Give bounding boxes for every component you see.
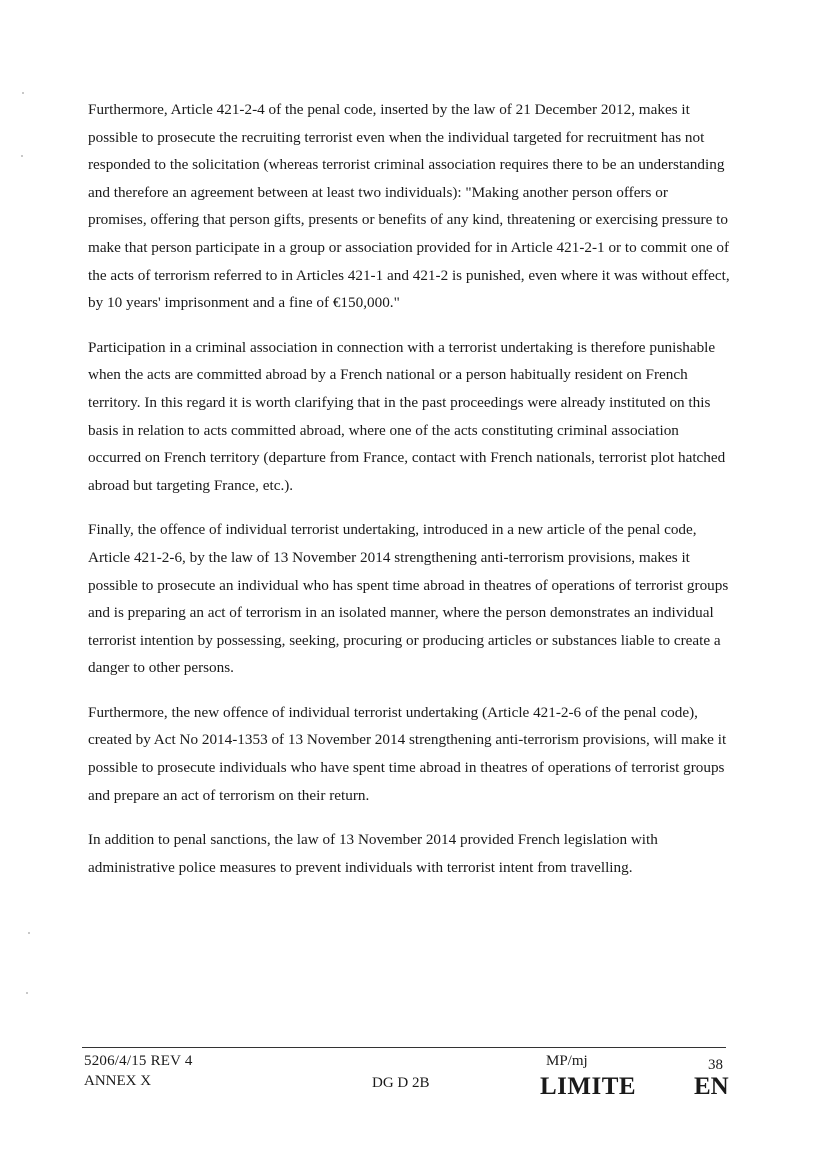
paragraph: Participation in a criminal association in connection with a terrorist undertaking is therefore punishable when the acts are committed abroad by a French national or a person habitually resident on French territory. In this regard it is worth clarifying that in the past proceedings were already instituted on this basis in relation to acts committed abroad, where one of the acts constituting criminal association occurred on French territory (departure from France, contact with French nationals, terrorist plot hatched abroad but targeting France, etc.).	[88, 338, 726, 494]
annex-label: ANNEX X	[84, 1073, 152, 1089]
page-footer	[82, 1047, 728, 1107]
body-text	[88, 96, 730, 898]
author-initials: MP/mj	[546, 1053, 588, 1069]
directorate-code: DG D 2B	[372, 1075, 430, 1091]
classification-marking: LIMITE	[540, 1073, 637, 1100]
paragraph: Finally, the offence of individual terrorist undertaking, introduced in a new article of the penal code, Article 421-2-6, by the law of 13 November 2014 strengthening anti-terrorism provisions, makes it possible to prosecute an individual who has spent time abroad in theatres of operations of terrorist groups and is preparing an act of terrorism in an isolated manner, where the person demonstrates an individual terrorist intention by possessing, seeking, procuring or producing articles or substances liable to create a danger to other persons.	[88, 521, 729, 677]
paragraph: In addition to penal sanctions, the law of 13 November 2014 provided French legislation with administrative police measures to prevent individuals with terrorist intent from travelling.	[88, 831, 658, 876]
footer-divider	[82, 1047, 726, 1048]
document-reference: 5206/4/15 REV 4	[84, 1053, 193, 1069]
page-number: 38	[708, 1057, 723, 1073]
scan-speck	[21, 155, 23, 157]
language-code: EN	[694, 1073, 729, 1100]
paragraph: Furthermore, Article 421-2-4 of the penal code, inserted by the law of 21 December 2012, makes it possible to prosecute the recruiting terrorist even when the individual targeted for recruitment has not responded to the solicitation (whereas terrorist criminal association requires there to be an understanding and therefore an agreement between at least two individuals): "Making another person offers or promises, offering that person gifts, presents or benefits of any kind, threatening or exercising pressure to make that person participate in a group or association provided for in Article 421-2-1 or to commit one of the acts of terrorism referred to in Articles 421-1 and 421-2 is punished, even where it was without effect, by 10 years' imprisonment and a fine of €150,000."	[88, 101, 730, 312]
scan-speck	[22, 92, 24, 94]
paragraph: Furthermore, the new offence of individual terrorist undertaking (Article 421-2-6 of the penal code), created by Act No 2014-1353 of 13 November 2014 strengthening anti-terrorism provisions, will make it possible to prosecute individuals who have spent time abroad in theatres of operations of terrorist groups and prepare an act of terrorism on their return.	[88, 703, 727, 804]
scan-speck	[28, 932, 30, 934]
scan-speck	[26, 992, 28, 994]
